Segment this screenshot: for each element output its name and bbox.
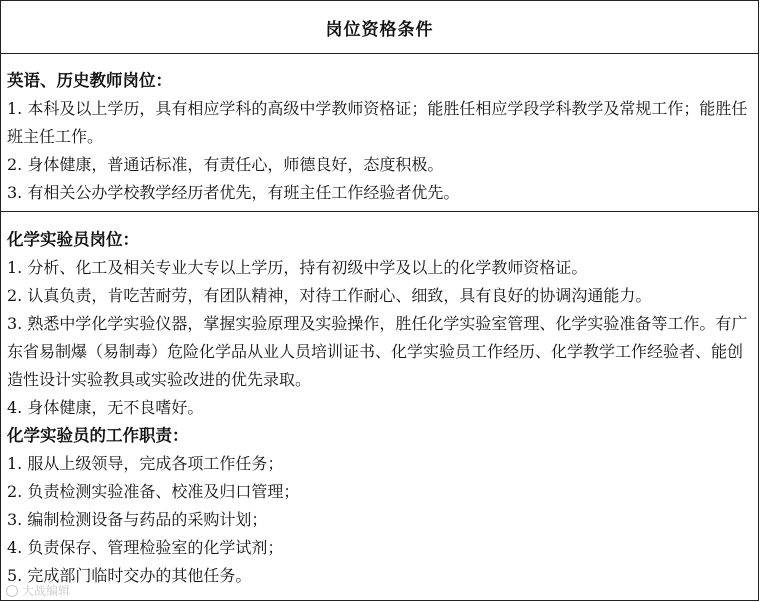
- list-item: 1. 本科及以上学历，具有相应学科的高级中学教师资格证；能胜任相应学段学科教学及常规工作；能胜任班主任工作。: [7, 99, 748, 146]
- english-history-teacher-section: [1, 54, 758, 212]
- watermark: [6, 582, 70, 599]
- section-heading: 英语、历史教师岗位：: [7, 71, 172, 90]
- list-item: 5. 完成部门临时交办的其他任务。: [7, 566, 252, 585]
- list-item: 3. 有相关公办学校教学经历者优先，有班主任工作经验者优先。: [7, 183, 460, 202]
- list-item: 4. 负责保存、管理检验室的化学试剂；: [7, 538, 284, 557]
- chemistry-lab-section: [1, 212, 758, 590]
- list-item: 1. 分析、化工及相关专业大专以上学历，持有初级中学及以上的化学教师资格证。: [7, 258, 588, 277]
- list-item: 2. 负责检测实验准备、校准及归口管理；: [7, 482, 300, 501]
- list-item: 3. 编制检测设备与药品的采购计划；: [7, 510, 268, 529]
- list-item: 2. 身体健康，普通话标准，有责任心，师德良好，态度积极。: [7, 155, 444, 174]
- camera-icon: [6, 585, 18, 597]
- table-header: [1, 1, 758, 54]
- list-item: 4. 身体健康，无不良嗜好。: [7, 398, 204, 417]
- list-item: 2. 认真负责，肯吃苦耐劳，有团队精神，对待工作耐心、细致，具有良好的协调沟通能力。: [7, 286, 652, 305]
- list-item: 3. 熟悉中学化学实验仪器，掌握实验原理及实验操作，胜任化学实验室管理、化学实验准备等工作。有广东省易制爆（易制毒）危险化学品从业人员培训证书、化学实验员工作经历、化学教学工作经验者、能创造性设计实验教具或实验改进的优先录取。: [7, 314, 748, 389]
- table-title: 岗位资格条件: [325, 19, 434, 40]
- section-heading: 化学实验员的工作职责：: [7, 426, 189, 445]
- watermark-text: 大战编辑: [22, 584, 71, 598]
- section-heading: 化学实验员岗位：: [7, 230, 139, 249]
- list-item: 1. 服从上级领导，完成各项工作任务；: [7, 454, 284, 473]
